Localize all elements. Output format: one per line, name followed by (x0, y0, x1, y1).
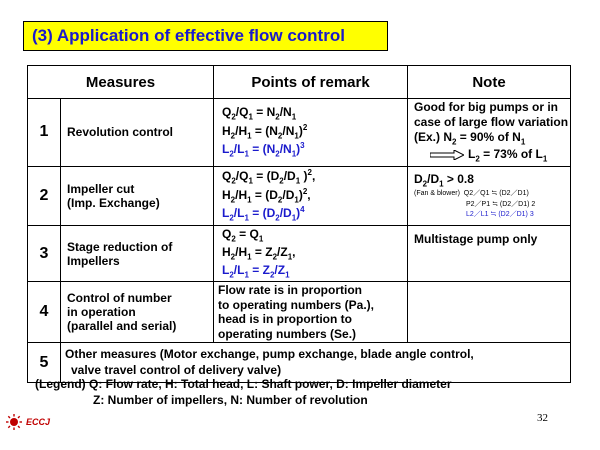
logo-text: ECCJ (26, 417, 51, 427)
formula: $H_2/H_1 = Z_2/Z_1$, (222, 244, 296, 262)
legend-line: Z: Number of impellers, N: Number of revolution (93, 393, 368, 408)
row-number: 1 (28, 99, 61, 167)
note-cell (408, 226, 571, 282)
points-cell (214, 282, 408, 343)
formula: $L_2/L_1 = (D_2/D_1)^4$ (222, 205, 305, 223)
formula: $Q_2/Q_1 = N_2/N_1$ (222, 104, 297, 122)
measure-text: Impellers (67, 253, 120, 268)
formula: $Q_2 = Q_1$ (222, 227, 264, 244)
points-cell (214, 99, 408, 167)
note-line: (Fan & blower) (414, 190, 460, 198)
row-number: 4 (28, 282, 61, 343)
points-cell (214, 226, 408, 282)
other-measures-line: valve travel control of delivery valve) (71, 362, 282, 377)
formula: $Q_2/Q_1 = (D_2/D_1$ )$^2$, (222, 167, 316, 186)
legend (35, 376, 452, 408)
row-number: 3 (28, 226, 61, 282)
table-row (28, 282, 571, 343)
remark-line: to operating numbers (Pa.), (218, 297, 375, 312)
note-line: L2／L1 ≒ (D2／D1) 3 (466, 210, 534, 218)
points-cell (214, 166, 408, 225)
table-row (28, 226, 571, 282)
note-cell (408, 166, 571, 225)
measure-text: Stage reduction of (67, 239, 173, 254)
formula: $L_2/L_1 = (N_2/N_1)^3$ (222, 141, 305, 159)
measure-cell (61, 282, 214, 343)
measure-cell (61, 226, 214, 282)
note-line: (Ex.) $N_2 = 90\%$ of $N_1$ (414, 130, 526, 147)
header-note: Note (408, 66, 571, 99)
page-number: 32 (537, 412, 548, 424)
legend-line: (Legend) Q: Flow rate, H: Total head, L: Shaft power, D: Impeller diameter (35, 377, 452, 391)
formula: $L_2/L_1 = Z_2/Z_1$ (222, 262, 290, 280)
remark-line: operating numbers (Se.) (218, 326, 357, 341)
note-line: $L_2 = 73\%$ of $L_1$ (414, 147, 569, 164)
row-number: 2 (28, 166, 61, 225)
measure-text: (Imp. Exchange) (67, 195, 160, 210)
remark-line: Flow rate is in proportion (218, 283, 362, 298)
table-row (28, 166, 571, 225)
sun-logo-icon (6, 414, 22, 430)
row-number: 5 (28, 343, 61, 383)
right-arrow-icon (430, 150, 464, 160)
measure-cell (61, 99, 214, 167)
remark-line: head is in proportion to (218, 312, 352, 327)
formula: $H_2/H_1 = (D_2/D_1)^2$, (222, 186, 311, 204)
measures-table (27, 65, 571, 383)
eccj-logo (6, 414, 50, 430)
measure-text: Impeller cut (67, 181, 135, 196)
note-cell (408, 99, 571, 167)
formula: $H_2/H_1 = (N_2/N_1)^2$ (222, 122, 308, 140)
header-measures: Measures (28, 66, 214, 99)
note-line: $D_2/D_1 > 0.8$ (414, 172, 474, 189)
other-measures-line: Other measures (Motor exchange, pump exchange, blade angle control, (65, 346, 474, 361)
note-fan-formulas (414, 189, 569, 219)
measure-text: in operation (67, 305, 136, 320)
measure-cell (61, 166, 214, 225)
note-line: P2／P1 ≒ (D2／D1) 2 (466, 200, 536, 208)
header-points: Points of remark (214, 66, 408, 99)
note-line: Multistage pump only (414, 232, 538, 247)
measure-text: Control of number (67, 291, 172, 306)
table-row (28, 99, 571, 167)
table-header-row (28, 66, 571, 99)
note-line: Q2／Q1 ≒ (D2／D1) (463, 190, 529, 198)
note-cell (408, 282, 571, 343)
measure-text: Revolution control (67, 125, 173, 140)
note-line: Good for big pumps or in (414, 100, 558, 114)
slide-title: (3) Application of effective flow control (23, 21, 388, 51)
note-line: case of large flow variation (414, 115, 569, 129)
measure-text: (parallel and serial) (67, 319, 177, 334)
